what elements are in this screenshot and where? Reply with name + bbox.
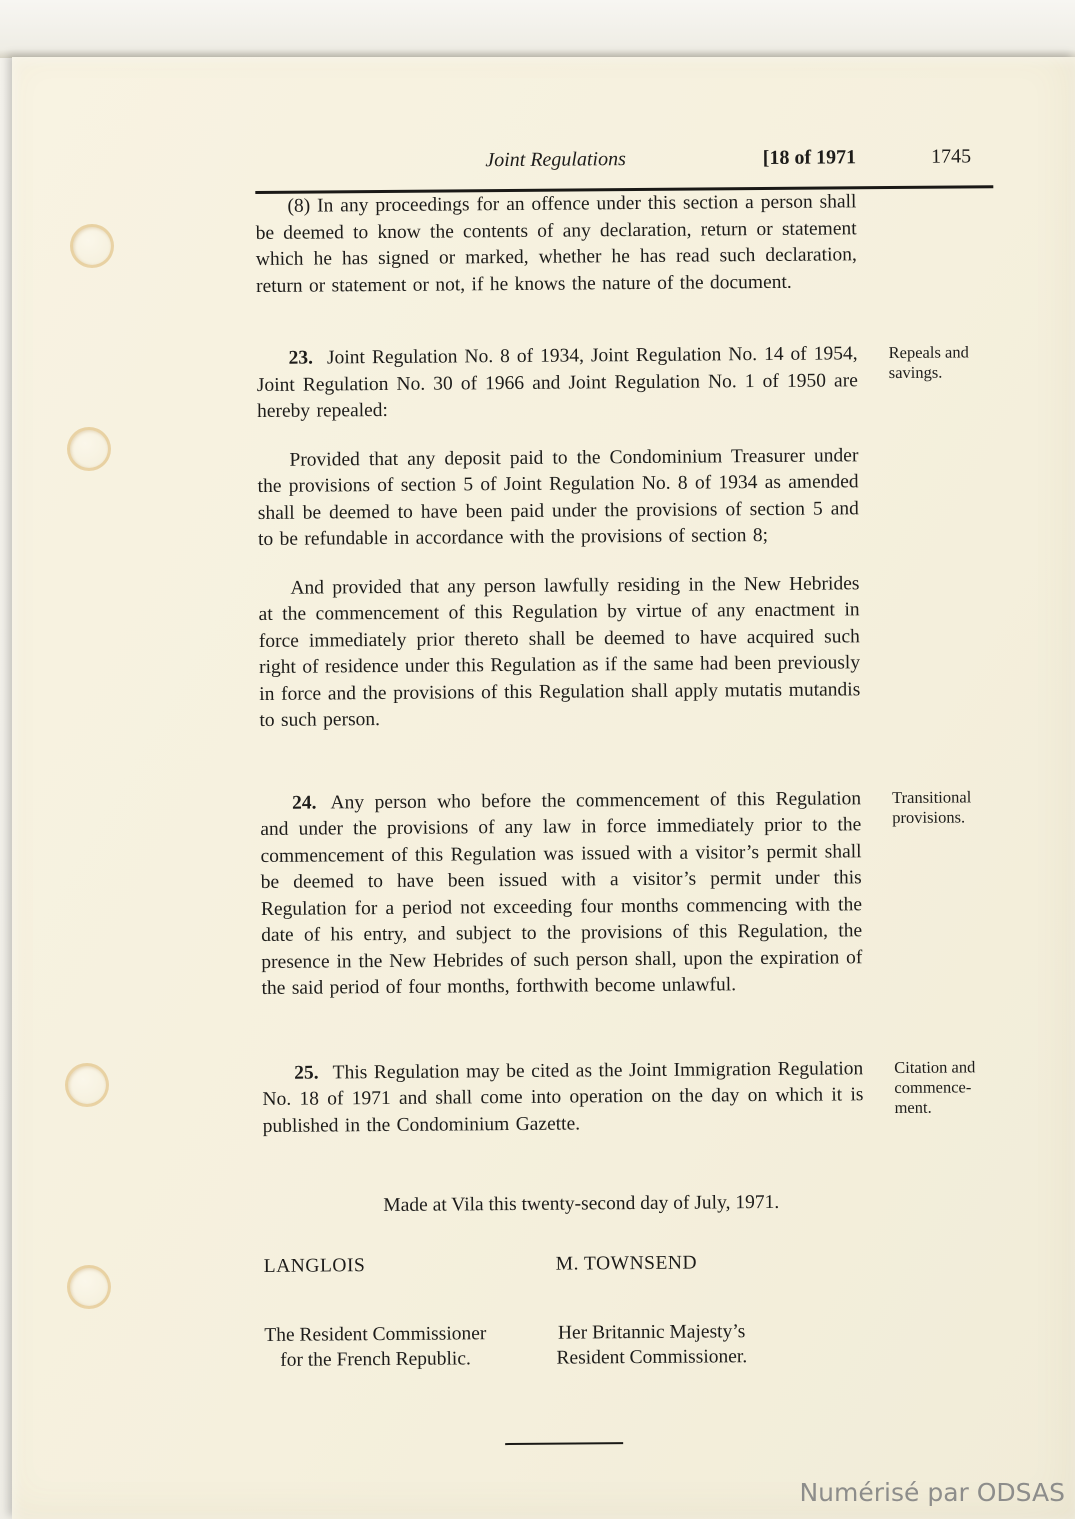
- section-23-proviso-2: And provided that any person lawfully residing in the New Hebrides at the commencement of this Regulation by virtue of any enactment in force immediately prior thereto shall be deemed to have acquired such right of residence under this Regulation as if the same had been previously in force and the provisions of this Regulation shall apply mutatis mutandis to such person.: [258, 572, 861, 731]
- punch-hole-1: [70, 224, 114, 268]
- signature-name-langlois: LANGLOIS: [263, 1255, 366, 1277]
- section-23: [257, 340, 1005, 734]
- margin-note-citation: Citation and commence- ment.: [894, 1056, 976, 1117]
- scanner-background: [0, 0, 1075, 58]
- made-at-line: Made at Vila this twenty-second day of July, 1971.: [383, 1191, 780, 1217]
- regulation-reference: [18 of 1971: [762, 146, 857, 170]
- margin-note-transitional: Transitional provisions.: [892, 786, 972, 827]
- section-24-paragraph: [260, 786, 863, 1003]
- margin-note-repeals: Repeals and savings.: [888, 342, 969, 383]
- running-header: [255, 145, 1000, 181]
- signature-role-british: Her Britannic Majesty’s Resident Commissioner.: [556, 1321, 748, 1369]
- digitization-watermark: Numérisé par ODSAS: [799, 1478, 1065, 1507]
- running-header-title: Joint Regulations: [485, 148, 626, 172]
- signature-french: [264, 1254, 557, 1373]
- signature-british: [556, 1251, 866, 1370]
- punch-hole-4: [67, 1265, 111, 1309]
- signature-block: [264, 1251, 866, 1373]
- section-25: [262, 1055, 1008, 1140]
- page-number: 1745: [930, 145, 972, 168]
- section-24-number: 24.: [292, 792, 317, 814]
- section-23-number: 23.: [288, 347, 314, 369]
- section-23-paragraph: [257, 341, 859, 425]
- section-23-text: Joint Regulation No. 8 of 1934, Joint Regulation No. 14 of 1954, Joint Regulation No. 30 of 1966 and Joint Regulation No. 1 of 1950 are hereby repealed:: [256, 343, 858, 422]
- section-25-number: 25.: [294, 1062, 319, 1084]
- paper-page: [12, 57, 1075, 1519]
- punch-hole-3: [65, 1063, 109, 1107]
- page-content: [255, 145, 1010, 1447]
- section-24: [260, 785, 1007, 1003]
- section-25-text: This Regulation may be cited as the Joint Immigration Regulation No. 18 of 1971 and shall come into operation on the day on which it is published in the Condominium Gazette.: [262, 1057, 864, 1137]
- section-24-text: Any person who before the commencement of this Regulation and under the provisions of any law in force immediately prior to the commencement of this Regulation was issued with a visitor’s permit shall be deemed to have been issued with a visitor’s permit under this Regulation for a period not exceeding four months commencing with the date of his entry, and subject to the provisions of this Regulation, the presence in the New Hebrides of such person shall, upon the expiration of the said period of four months, forthwith become unlawful.: [260, 787, 863, 999]
- signature-role-french: The Resident Commissioner for the French Republic.: [264, 1323, 487, 1371]
- signature-name-townsend: M. TOWNSEND: [555, 1252, 698, 1275]
- punch-hole-2: [67, 427, 111, 471]
- section-23-proviso-1: Provided that any deposit paid to the Condominium Treasurer under the provisions of section 5 of Joint Regulation No. 8 of 1934 as amended shall be deemed to have been paid under the provisions of section 5 and to be refundable in accordance with the provisions of section 8;: [257, 444, 859, 550]
- paragraph-8: (8) In any proceedings for an offence under this section a person shall be deemed to know the contents of any declaration, return or statement which he has signed or marked, whether he has read such declaration, return or statement or not, if he knows the nature of the document.: [255, 191, 857, 297]
- end-rule: [505, 1442, 623, 1445]
- section-25-paragraph: [262, 1056, 864, 1140]
